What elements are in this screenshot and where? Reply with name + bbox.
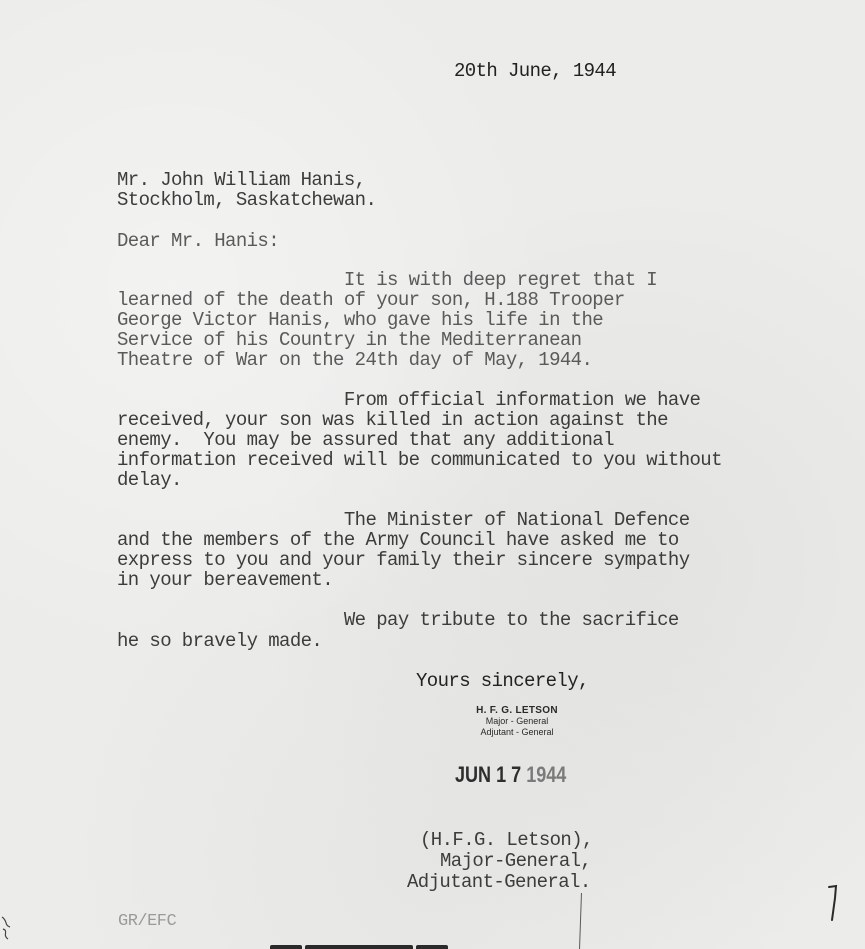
paragraph-line: and the members of the Army Council have asked me to xyxy=(117,529,679,551)
signature-stamp xyxy=(462,705,572,738)
letter-date: 20th June, 1944 xyxy=(454,60,617,82)
received-date-stamp xyxy=(455,762,566,788)
stamp-year: 1944 xyxy=(526,762,567,787)
paragraph-line: We pay tribute to the sacrifice xyxy=(117,609,679,631)
closing: Yours sincerely, xyxy=(416,670,589,692)
paragraph-line: Service of his Country in the Mediterranean xyxy=(117,329,582,351)
signatory-rank: Major - General xyxy=(485,716,549,726)
reference-initials: GR/EFC xyxy=(118,912,177,931)
signatory-name: H. F. G. LETSON xyxy=(476,705,558,716)
tab-mark xyxy=(416,945,448,949)
bottom-edge-tabs xyxy=(270,945,448,949)
pen-mark-icon xyxy=(0,915,14,943)
paragraph-line: George Victor Hanis, who gave his life in the xyxy=(117,309,604,331)
signature-position: Adjutant-General. xyxy=(407,871,591,893)
paragraph-line: he so bravely made. xyxy=(117,630,323,652)
signature-name: (H.F.G. Letson), xyxy=(420,829,593,851)
paragraph-line: The Minister of National Defence xyxy=(117,509,690,531)
paragraph-line: express to you and your family their sincere sympathy xyxy=(117,549,690,571)
recipient-name: Mr. John William Hanis, xyxy=(117,169,366,191)
signatory-position: Adjutant - General xyxy=(480,727,554,737)
paragraph-line: It is with deep regret that I xyxy=(117,269,658,291)
signature-rank: Major-General, xyxy=(440,850,592,872)
paragraph-line: in your bereavement. xyxy=(117,569,334,591)
paragraph-line: delay. xyxy=(117,469,182,491)
recipient-location: Stockholm, Saskatchewan. xyxy=(117,189,377,211)
handwritten-mark-icon xyxy=(826,884,840,924)
stamp-month-day: JUN 1 7 xyxy=(455,762,527,787)
pen-stroke-line xyxy=(579,893,582,949)
paragraph-line: From official information we have xyxy=(117,389,701,411)
tab-mark xyxy=(305,945,413,949)
paragraph-line: Theatre of War on the 24th day of May, 1944. xyxy=(117,349,593,371)
paragraph-line: received, your son was killed in action against the xyxy=(117,409,668,431)
tab-mark xyxy=(270,945,302,949)
paragraph-line: enemy. You may be assured that any additional xyxy=(117,429,614,451)
paragraph-line: learned of the death of your son, H.188 Trooper xyxy=(117,289,625,311)
salutation: Dear Mr. Hanis: xyxy=(117,230,280,252)
paragraph-line: information received will be communicated to you without xyxy=(117,449,722,471)
